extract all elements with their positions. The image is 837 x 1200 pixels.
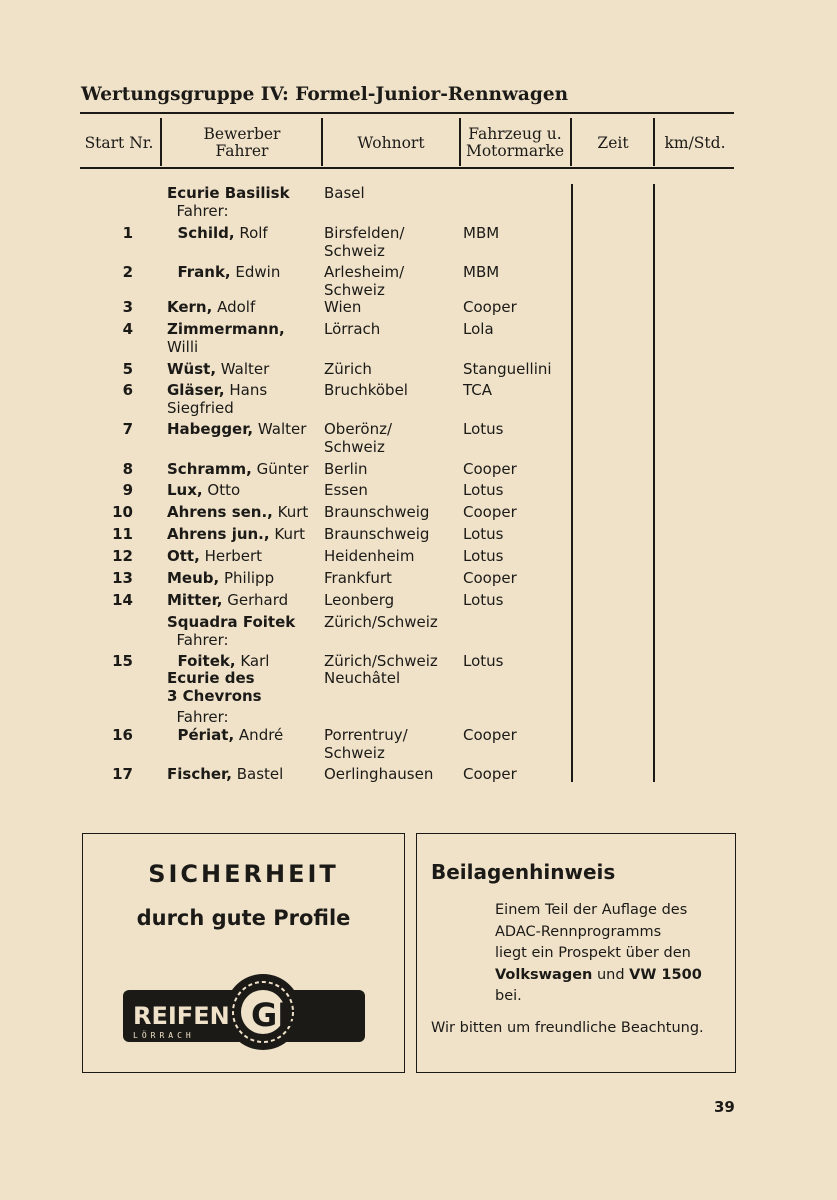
start-number: 9 <box>122 481 133 499</box>
driver-name <box>167 708 327 726</box>
car-make: Lotus <box>463 481 504 499</box>
driver-name <box>167 298 327 316</box>
driver-name <box>167 420 327 438</box>
svg-text:REIFEN: REIFEN <box>133 1002 230 1030</box>
header-divider <box>653 118 655 166</box>
header-divider <box>160 118 162 166</box>
driver-surname: Wüst, <box>167 360 217 378</box>
driver-surname: Schramm, <box>167 460 252 478</box>
car-make: Cooper <box>463 569 517 587</box>
driver-name <box>167 481 327 499</box>
driver-surname: Zimmermann, <box>167 320 285 338</box>
car-make: Lotus <box>463 652 504 670</box>
start-number: 3 <box>122 298 133 316</box>
section-title: Wertungsgruppe IV: Formel-Junior-Rennwagen <box>81 84 569 105</box>
start-number: 8 <box>122 460 133 478</box>
header-zeit: Zeit <box>597 133 629 152</box>
driver-name <box>167 591 327 609</box>
driver-surname: Fischer, <box>167 765 232 783</box>
home-town: Zürich/Schweiz <box>324 652 438 670</box>
driver-surname: Frank, <box>167 263 231 281</box>
column-divider <box>653 184 655 782</box>
driver-firstname: Rolf <box>234 224 268 242</box>
home-town: Oberönz/ Schweiz <box>324 420 393 456</box>
start-number: 12 <box>112 547 133 565</box>
driver-surname: Squadra Foitek <box>167 613 296 631</box>
start-number: 13 <box>112 569 133 587</box>
driver-firstname: Philipp <box>219 569 275 587</box>
car-make: Lotus <box>463 525 504 543</box>
home-town: Basel <box>324 184 365 202</box>
driver-surname: Ott, <box>167 547 200 565</box>
start-number: 7 <box>122 420 133 438</box>
car-make: Lotus <box>463 591 504 609</box>
driver-firstname: Gerhard <box>222 591 289 609</box>
driver-firstname: Adolf <box>212 298 256 316</box>
home-town: Wien <box>324 298 362 316</box>
home-town: Zürich <box>324 360 372 378</box>
header-wohnort: Wohnort <box>357 133 425 152</box>
driver-firstname: Karl <box>235 652 270 670</box>
home-town: Braunschweig <box>324 525 430 543</box>
table-top-rule <box>80 112 734 114</box>
driver-name <box>167 503 327 521</box>
notice-footer: Wir bitten um freundliche Beachtung. <box>431 1020 704 1036</box>
driver-surname: Ahrens sen., <box>167 503 273 521</box>
driver-firstname: Hans Siegfried <box>167 381 268 417</box>
svg-text:LÖRRACH: LÖRRACH <box>133 1031 195 1040</box>
start-number: 14 <box>112 591 133 609</box>
start-number: 11 <box>112 525 133 543</box>
home-town: Braunschweig <box>324 503 430 521</box>
start-number: 16 <box>112 726 133 744</box>
advert-notice <box>416 833 736 1073</box>
driver-firstname: Walter <box>216 360 270 378</box>
car-make: Cooper <box>463 765 517 783</box>
advert-headline: SICHERHEIT <box>148 860 339 888</box>
start-number: 5 <box>122 360 133 378</box>
car-make: Lola <box>463 320 494 338</box>
driver-name <box>167 765 327 783</box>
driver-firstname: Edwin <box>230 263 281 281</box>
driver-firstname: Günter <box>251 460 309 478</box>
advert-subline: durch gute Profile <box>136 906 351 930</box>
driver-firstname: Bastel <box>231 765 284 783</box>
car-make: TCA <box>463 381 493 399</box>
driver-name <box>167 652 327 670</box>
driver-surname: Foitek, <box>167 652 236 670</box>
page-number: 39 <box>714 1098 735 1116</box>
home-town: Oerlinghausen <box>324 765 434 783</box>
driver-surname: Lux, <box>167 481 203 499</box>
driver-surname: Kern, <box>167 298 213 316</box>
driver-firstname: Walter <box>253 420 307 438</box>
home-town: Bruchköbel <box>324 381 408 399</box>
driver-name <box>167 224 327 242</box>
driver-name <box>167 381 327 417</box>
driver-surname: Périat, <box>167 726 235 744</box>
svg-text:GLATT: GLATT <box>251 996 365 1034</box>
driver-name <box>167 263 327 281</box>
car-make: Lotus <box>463 420 504 438</box>
car-make: Cooper <box>463 503 517 521</box>
driver-surname: Schild, <box>167 224 235 242</box>
home-town: Heidenheim <box>324 547 415 565</box>
driver-firstname: Herbert <box>199 547 263 565</box>
start-number: 2 <box>122 263 133 281</box>
driver-name <box>167 320 327 356</box>
header-divider <box>459 118 461 166</box>
header-divider <box>321 118 323 166</box>
header-bewerber: Bewerber Fahrer <box>203 125 281 160</box>
driver-firstname: Kurt <box>272 503 309 521</box>
driver-surname: Ecurie Basilisk <box>167 184 290 202</box>
header-divider <box>570 118 572 166</box>
home-town: Porrentruy/ Schweiz <box>324 726 408 762</box>
driver-name <box>167 360 327 378</box>
home-town: Birsfelden/ Schweiz <box>324 224 405 260</box>
home-town: Lörrach <box>324 320 381 338</box>
start-number: 4 <box>122 320 133 338</box>
home-town: Essen <box>324 481 368 499</box>
home-town: Frankfurt <box>324 569 392 587</box>
car-make: Cooper <box>463 460 517 478</box>
driver-firstname: Fahrer: <box>176 631 229 649</box>
driver-name <box>167 569 327 587</box>
driver-surname: Meub, <box>167 569 220 587</box>
driver-surname: Gläser, <box>167 381 225 399</box>
car-make: MBM <box>463 224 500 242</box>
start-number: 10 <box>112 503 133 521</box>
driver-name <box>167 184 327 220</box>
notice-title: Beilagenhinweis <box>431 860 616 884</box>
home-town: Leonberg <box>324 591 395 609</box>
car-make: Cooper <box>463 298 517 316</box>
driver-name <box>167 460 327 478</box>
car-make: Cooper <box>463 726 517 744</box>
home-town: Berlin <box>324 460 368 478</box>
driver-surname: Ecurie des 3 Chevrons <box>167 669 262 705</box>
driver-firstname: Willi <box>167 338 199 356</box>
start-number: 1 <box>122 224 133 242</box>
driver-name <box>167 726 327 744</box>
driver-firstname: Fahrer: <box>176 202 229 220</box>
notice-body: Einem Teil der Auflage des ADAC-Rennprogramms liegt ein Prospekt über den Volkswagen und VW 1500 bei. <box>495 902 702 1004</box>
driver-firstname: André <box>234 726 284 744</box>
car-make: Stanguellini <box>463 360 552 378</box>
header-kmstd: km/Std. <box>664 133 726 152</box>
table-header-rule <box>80 167 734 169</box>
driver-name <box>167 547 327 565</box>
driver-name <box>167 525 327 543</box>
reifen-glatt-logo <box>121 968 367 1050</box>
driver-firstname: Kurt <box>269 525 306 543</box>
home-town: Zürich/Schweiz <box>324 613 438 631</box>
driver-name <box>167 669 327 705</box>
home-town: Arlesheim/ Schweiz <box>324 263 405 299</box>
start-number: 15 <box>112 652 133 670</box>
header-start-nr: Start Nr. <box>84 133 154 152</box>
start-number: 6 <box>122 381 133 399</box>
driver-name <box>167 613 327 649</box>
driver-firstname: Otto <box>202 481 241 499</box>
header-fahrzeug: Fahrzeug u. Motormarke <box>465 125 565 160</box>
home-town: Neuchâtel <box>324 669 401 687</box>
car-make: MBM <box>463 263 500 281</box>
driver-surname: Habegger, <box>167 420 254 438</box>
advert-tires <box>82 833 405 1073</box>
driver-surname: Ahrens jun., <box>167 525 270 543</box>
start-number: 17 <box>112 765 133 783</box>
driver-surname: Mitter, <box>167 591 223 609</box>
car-make: Lotus <box>463 547 504 565</box>
driver-firstname: Fahrer: <box>167 708 229 726</box>
